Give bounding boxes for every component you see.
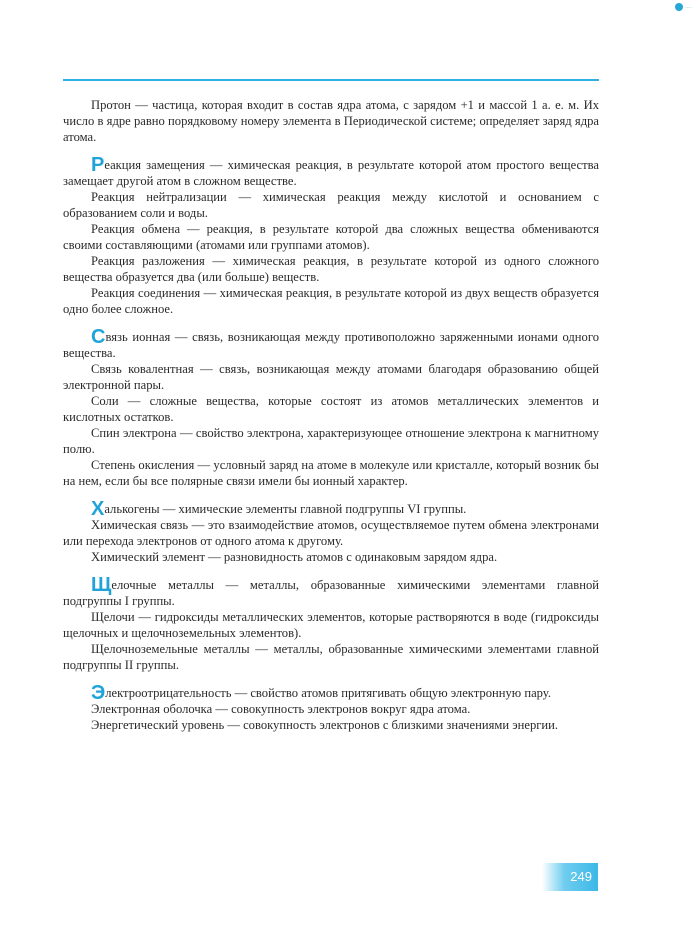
glossary-group — [63, 97, 599, 145]
page-number: 249 — [542, 863, 598, 891]
top-rule — [63, 79, 599, 81]
glossary-entry: Реакция нейтрализации — химическая реакция между кислотой и основанием с образованием соли и воды. — [63, 190, 599, 220]
globe-dot-icon — [675, 3, 683, 11]
glossary-entry — [63, 682, 599, 704]
glossary-entry-text: вязь ионная — связь, возникающая между противоположно заряженными ионами одного вещества. — [63, 330, 599, 360]
glossary-entry: Щелочи — гидроксиды металлических элементов, которые растворяются в воде (гидроксиды щелочных и щелочноземельных элементов). — [63, 610, 599, 640]
glossary-entry: Спин электрона — свойство электрона, характеризующее отношение электрона к магнитному полю. — [63, 426, 599, 456]
glossary-entry: Щелочноземельные металлы — металлы, образованные химическими элементами главной подгруппы II группы. — [63, 642, 599, 672]
glossary-entry: Электронная оболочка — совокупность электронов вокруг ядра атома. — [91, 702, 471, 716]
glossary-entry: Протон — частица, которая входит в состав ядра атома, с зарядом +1 и массой 1 а. е. м. Их число в ядре равно порядковому номеру элемента в Периодической системе; определяет заряд ядра атома. — [63, 98, 599, 144]
glossary-group — [63, 154, 599, 317]
section-initial-letter: Х — [91, 498, 105, 520]
glossary-entry-text: еакция замещения — химическая реакция, в результате которой атом простого вещества замещает другой атом в сложном веществе. — [63, 158, 599, 188]
glossary-entry: Реакция разложения — химическая реакция, в результате которой из одного сложного вещества образуется два (или больше) веществ. — [63, 254, 599, 284]
section-initial-letter: Р — [91, 154, 105, 176]
glossary-entry — [63, 498, 599, 520]
glossary-entry: Связь ковалентная — связь, возникающая между атомами благодаря образованию общей электронной пары. — [63, 362, 599, 392]
glossary-group — [63, 574, 599, 673]
glossary-group — [63, 682, 599, 733]
glossary-entry — [63, 574, 599, 609]
section-initial-letter: С — [91, 326, 106, 348]
glossary-entry: Химическая связь — это взаимодействие атомов, осуществляемое путем обмена электронами или перехода электронов от одного атома к другому. — [63, 518, 599, 548]
glossary-group — [63, 498, 599, 565]
corner-logo-text: ····· — [685, 4, 692, 10]
glossary-entry: Соли — сложные вещества, которые состоят из атомов металлических элементов и кислотных остатков. — [63, 394, 599, 424]
glossary-content — [63, 97, 599, 733]
glossary-entry: Энергетический уровень — совокупность электронов с близкими значениями энергии. — [91, 718, 559, 732]
glossary-entry: Химический элемент — разновидность атомов с одинаковым зарядом ядра. — [91, 550, 498, 564]
glossary-entry — [63, 154, 599, 189]
corner-logo — [675, 3, 692, 11]
glossary-entry-text: лектроотрицательность — свойство атомов притягивать общую электронную пару. — [105, 686, 551, 700]
glossary-entry: Реакция обмена — реакция, в результате которой два сложных вещества обмениваются своими составляющими (атомами или группами атомов). — [63, 222, 599, 252]
glossary-group — [63, 326, 599, 489]
glossary-entry-text: алькогены — химические элементы главной подгруппы VI группы. — [104, 502, 467, 516]
glossary-entry — [63, 326, 599, 361]
section-initial-letter: Э — [91, 682, 106, 704]
glossary-entry: Реакция соединения — химическая реакция, в результате которой из двух веществ образуется одно более сложное. — [63, 286, 599, 316]
section-initial-letter: Щ — [91, 574, 112, 596]
glossary-entry-text: елочные металлы — металлы, образованные химическими элементами главной подгруппы I группы. — [63, 578, 599, 608]
glossary-entry: Степень окисления — условный заряд на атоме в молекуле или кристалле, который возник бы на нем, если бы все полярные связи имели бы ионный характер. — [63, 458, 599, 488]
